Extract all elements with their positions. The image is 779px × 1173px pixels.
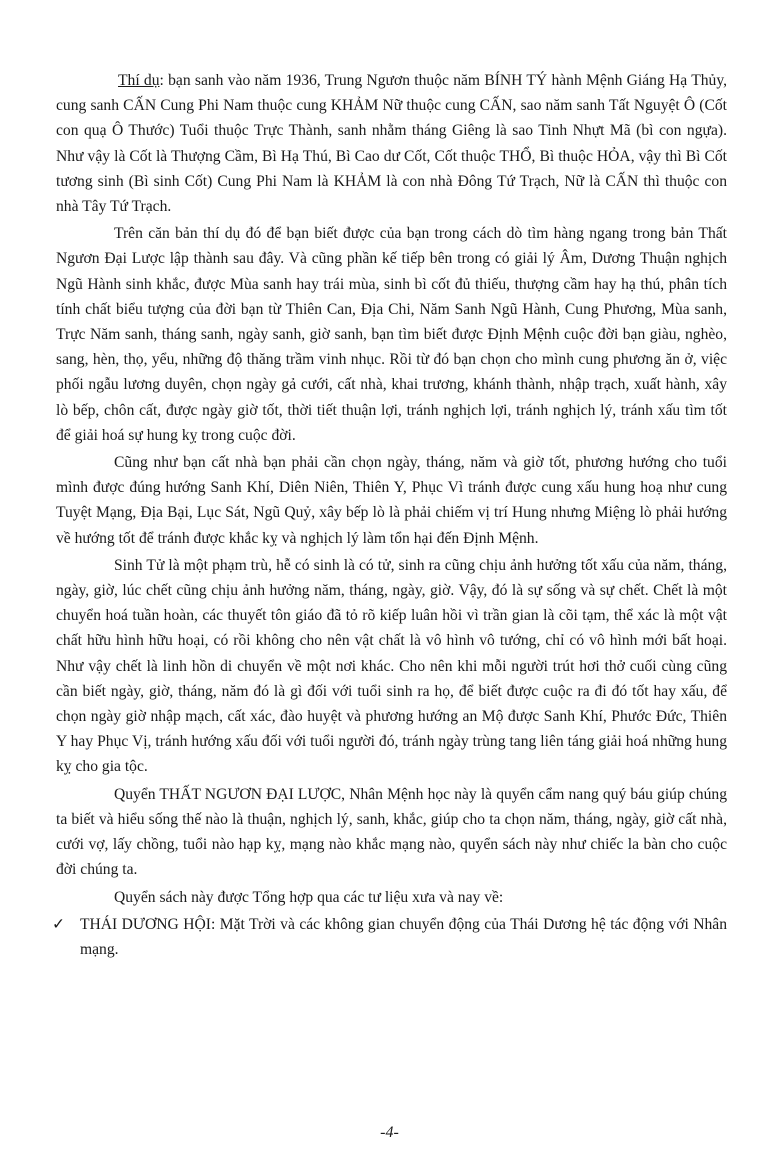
- paragraph-house-building: Cũng như bạn cất nhà bạn phải cần chọn ngày, tháng, năm và giờ tốt, phương hướng cho tuổi mình được đúng hướng Sanh Khí, Diên Niên, Thiên Y, Phục Vì tránh được cung xấu hung hoạ như cung Tuyệt Mạng, Địa Bại, Lục Sát, Ngũ Quỷ, xây bếp lò là phải chiếm vị trí Hung nhưng Miệng lò phải hướng về hướng tốt để tránh được khắc kỵ và nghịch lý làm tổn hại đến Định Mệnh.: [56, 454, 727, 547]
- source-list-item: [52, 912, 727, 962]
- paragraph-sources-intro: Quyển sách này được Tổng hợp qua các tư liệu xưa và nay về:: [114, 888, 504, 906]
- check-mark-icon: ✓: [52, 915, 66, 933]
- source-label: THÁI DƯƠNG HỘI: [80, 915, 211, 933]
- paragraph-example: [56, 68, 727, 219]
- page-number: -4-: [380, 1124, 399, 1141]
- paragraph-book-description: Quyển THẤT NGƯƠN ĐẠI LƯỢC, Nhân Mệnh học này là quyển cẩm nang quý báu giúp chúng ta biết và hiểu sống thế nào là thuận, nghịch lý, sanh, khắc, giúp cho ta chọn năm, tháng, ngày, giờ cất nhà, cưới vợ, lấy chồng, tuổi nào hạp kỵ, mạng nào khắc mạng nào, quyển sách này như chiếc la bàn cho cuộc đời chúng ta.: [56, 785, 727, 879]
- example-text: : bạn sanh vào năm 1936, Trung Ngươn thuộc năm BÍNH TÝ hành Mệnh Giáng Hạ Thủy, cung sanh CẤN Cung Phi Nam thuộc cung KHẢM Nữ thuộc cung CẤN, sao năm sanh Tất Nguyệt Ô (Cốt con quạ Ô Thước) Tuổi thuộc Trực Thành, sanh nhằm tháng Giêng là sao Tinh Nhựt Mã (bì con ngựa). Như vậy là Cốt là Thượng Cầm, Bì Hạ Thú, Bì Cao dư Cốt, Cốt thuộc THỔ, Bì thuộc HỎA, vậy thì Bì Cốt tương sinh (Bì sinh Cốt) Cung Phi Nam là KHẢM là con nhà Đông Tứ Trạch, Nữ là CẤN thì thuộc con nhà Tây Tứ Trạch.: [56, 72, 727, 216]
- example-label: Thí dụ: [118, 72, 160, 89]
- paragraph-life-death: Sinh Tử là một phạm trù, hễ có sinh là có tử, sinh ra cũng chịu ảnh hưởng tốt xấu của năm, tháng, ngày, giờ, lúc chết cũng chịu ảnh hưởng năm, tháng, ngày, giờ. Vậy, đó là sự sống và sự chết. Chết là một chuyển hoá tuần hoàn, các thuyết tôn giáo đã tỏ rõ kiếp luân hồi vì trần gian là cõi tạm, thể xác là một vật chất hữu hình hữu hoại, có rồi không cho nên vật chất là vô hình vô tướng, chỉ có vô hình mới bất hoại. Như vậy chết là linh hồn di chuyển về một nơi khác. Cho nên khi mỗi người trút hơi thở cuối cùng cũng cần biết ngày, giờ, tháng, năm đó là gì đối với tuổi sinh ra họ, để biết được cuộc ra đi đó tốt hay xấu, để chọn ngày giờ nhập mạch, cất xác, đào huyệt và phương hướng an Mộ được Sanh Khí, Phước Đức, Thiên Y hay Phục Vị, tránh hướng xấu đối với tuổi người đó, tránh ngày trùng tang liên táng giải hoá những hung kỵ cho gia tộc.: [56, 556, 727, 776]
- paragraph-basis: Trên căn bản thí dụ đó để bạn biết được của bạn trong cách dò tìm hàng ngang trong bản Thất Ngươn Đại Lược lập thành sau đây. Và cũng phần kế tiếp bên trong có giải lý Âm, Dương Thuận nghịch Ngũ Hành sinh khắc, được Mùa sanh hay trái mùa, sinh bì cốt đủ thiếu, thượng cầm hay hạ thú, phân tích tính chất biểu tượng của đời bạn từ Thiên Can, Địa Chi, Năm Sanh Ngũ Hành, Cung Phương, Mùa sanh, Trực Năm sanh, tháng sanh, ngày sanh, giờ sanh, bạn tìm biết được Định Mệnh cuộc đời bạn giàu, nghèo, sang, hèn, thọ, yểu, những độ thăng trầm vinh nhục. Rồi từ đó bạn chọn cho mình cung phương ăn ở, việc phối ngẫu lương duyên, chọn ngày gả cưới, cất nhà, khai trương, khánh thành, nhập trạch, xuất hành, xây lò bếp, chôn cất, được ngày giờ tốt, thời tiết thuận lợi, tránh nghịch lợi, tránh nghịch lý, tránh xấu tìm tốt để giải hoá sự hung kỵ trong cuộc đời.: [56, 225, 727, 444]
- source-text: : Mặt Trời và các không gian chuyển động của Thái Dương hệ tác động với Nhân mạng.: [80, 915, 727, 958]
